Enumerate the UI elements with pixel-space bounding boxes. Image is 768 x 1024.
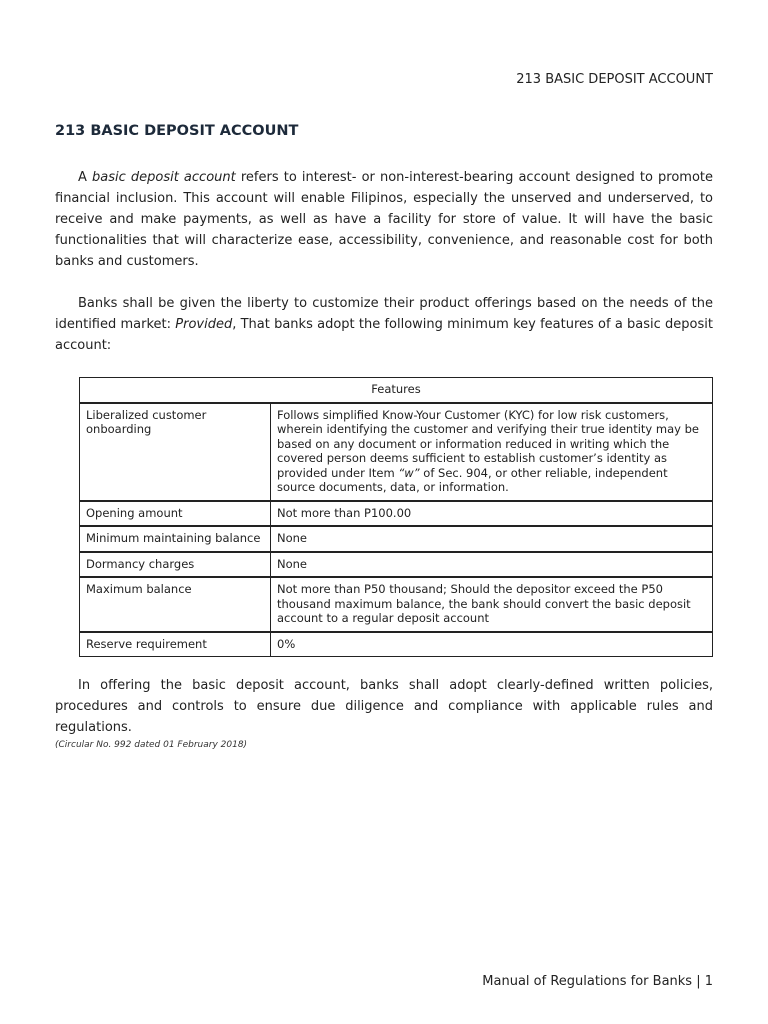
features-table	[79, 377, 713, 657]
feature-description: Not more than P100.00	[271, 501, 713, 527]
feature-name: Minimum maintaining balance	[80, 526, 271, 552]
paragraph-customization	[55, 293, 713, 356]
running-header: 213 BASIC DEPOSIT ACCOUNT	[516, 72, 713, 87]
feature-description: None	[271, 526, 713, 552]
table-row	[80, 526, 713, 552]
feature-description	[271, 403, 713, 501]
item-reference: “w”	[398, 465, 420, 480]
proviso-term: Provided	[175, 317, 233, 332]
feature-description: 0%	[271, 632, 713, 657]
paragraph-definition-lead: A	[78, 170, 93, 185]
feature-description-text: Follows simplified Know-Your Customer (KYC) for low risk customers, wherein identifying the customer and verifying their true identity may be based on any document or information reduced in writing which the covered person deems sufficient to establish customer’s identity as provided under Item	[277, 407, 699, 480]
table-row	[80, 403, 713, 501]
feature-name: Liberalized customer onboarding	[80, 403, 271, 501]
paragraph-definition	[55, 167, 713, 272]
feature-name: Opening amount	[80, 501, 271, 527]
section-title: 213 BASIC DEPOSIT ACCOUNT	[55, 123, 299, 139]
table-row	[80, 552, 713, 578]
defined-term: basic deposit account	[92, 170, 236, 185]
feature-name: Maximum balance	[80, 577, 271, 632]
feature-description: None	[271, 552, 713, 578]
paragraph-customization-body: , That banks adopt the following minimum key features of a basic deposit account:	[55, 317, 713, 353]
paragraph-definition-body: refers to interest- or non-interest-bearing account designed to promote financial inclusion. This account will enable Filipinos, especially the unserved and underserved, to receive and make payments, as well as have a facility for store of value. It will have the basic functionalities that will characterize ease, accessibility, convenience, and reasonable cost for both banks and customers.	[55, 170, 713, 269]
table-header-row	[80, 378, 713, 403]
feature-description: Not more than P50 thousand; Should the depositor exceed the P50 thousand maximum balance, the bank should convert the basic deposit account to a regular deposit account	[271, 577, 713, 632]
feature-name: Dormancy charges	[80, 552, 271, 578]
table-row	[80, 632, 713, 657]
circular-citation: (Circular No. 992 dated 01 February 2018)	[55, 740, 248, 750]
feature-name: Reserve requirement	[80, 632, 271, 657]
feature-description-text: of Sec. 904, or other reliable, independent source documents, data, or information.	[277, 465, 668, 494]
paragraph-customization-lead: Banks shall be given the liberty to customize their product offerings based on the needs of the identified market:	[55, 296, 713, 332]
table-row	[80, 577, 713, 632]
table-row	[80, 501, 713, 527]
paragraph-policies: In offering the basic deposit account, banks shall adopt clearly-defined written policies, procedures and controls to ensure due diligence and compliance with applicable rules and regulations.	[55, 678, 713, 735]
features-heading: Features	[80, 378, 713, 403]
page-footer: Manual of Regulations for Banks | 1	[482, 974, 713, 989]
